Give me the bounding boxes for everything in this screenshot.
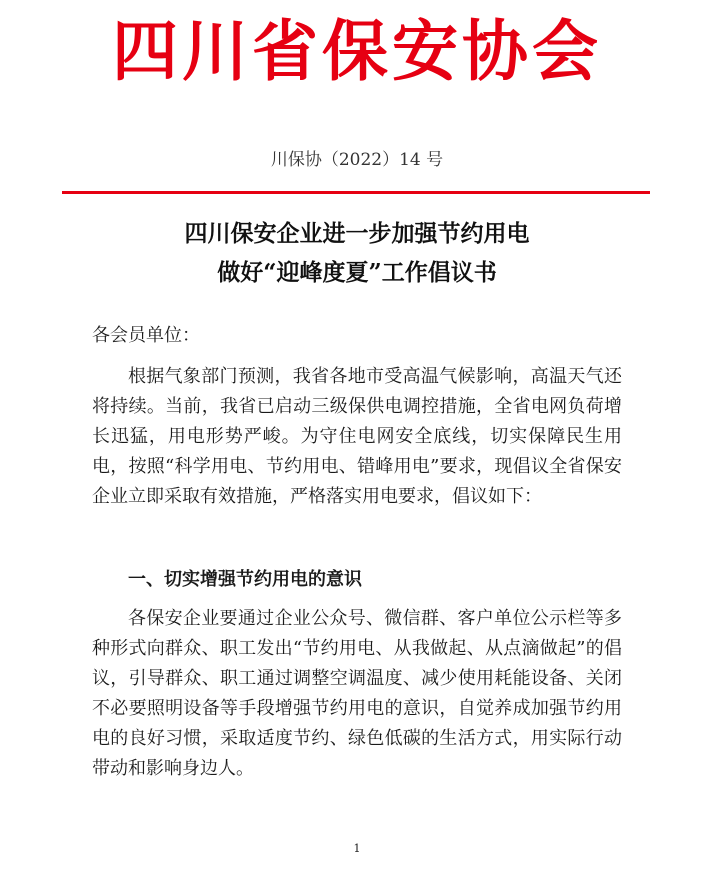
salutation: 各会员单位：	[92, 325, 200, 346]
red-divider-line	[62, 191, 650, 194]
document-title	[0, 214, 714, 292]
intro-paragraph: 根据气象部门预测，我省各地市受高温气候影响，高温天气还将持续。当前，我省已启动三级保供电调控措施，全省电网负荷增长迅猛，用电形势严峻。为守住电网安全底线，切实保障民生用电，按照“科学用电、节约用电、错峰用电”要求，现倡议全省保安企业立即采取有效措施，严格落实用电要求，倡议如下：	[92, 366, 622, 507]
document-title-line-1: 四川保安企业进一步加强节约用电	[184, 220, 530, 247]
section-1-heading: 一、切实增强节约用电的意识	[128, 569, 362, 590]
document-title-line-2: 做好“迎峰度夏”工作倡议书	[217, 259, 497, 286]
page-number: 1	[353, 842, 361, 855]
document-number: 川保协（2022）14 号	[270, 150, 444, 170]
organization-header: 四川省保安协会	[112, 13, 602, 90]
section-1-paragraph: 各保安企业要通过企业公众号、微信群、客户单位公示栏等多种形式向群众、职工发出“节约用电、从我做起、从点滴做起”的倡议，引导群众、职工通过调整空调温度、减少使用耗能设备、关闭不必要照明设备等手段增强节约用电的意识，自觉养成加强节约用电的良好习惯，采取适度节约、绿色低碳的生活方式，用实际行动带动和影响身边人。	[92, 608, 622, 779]
